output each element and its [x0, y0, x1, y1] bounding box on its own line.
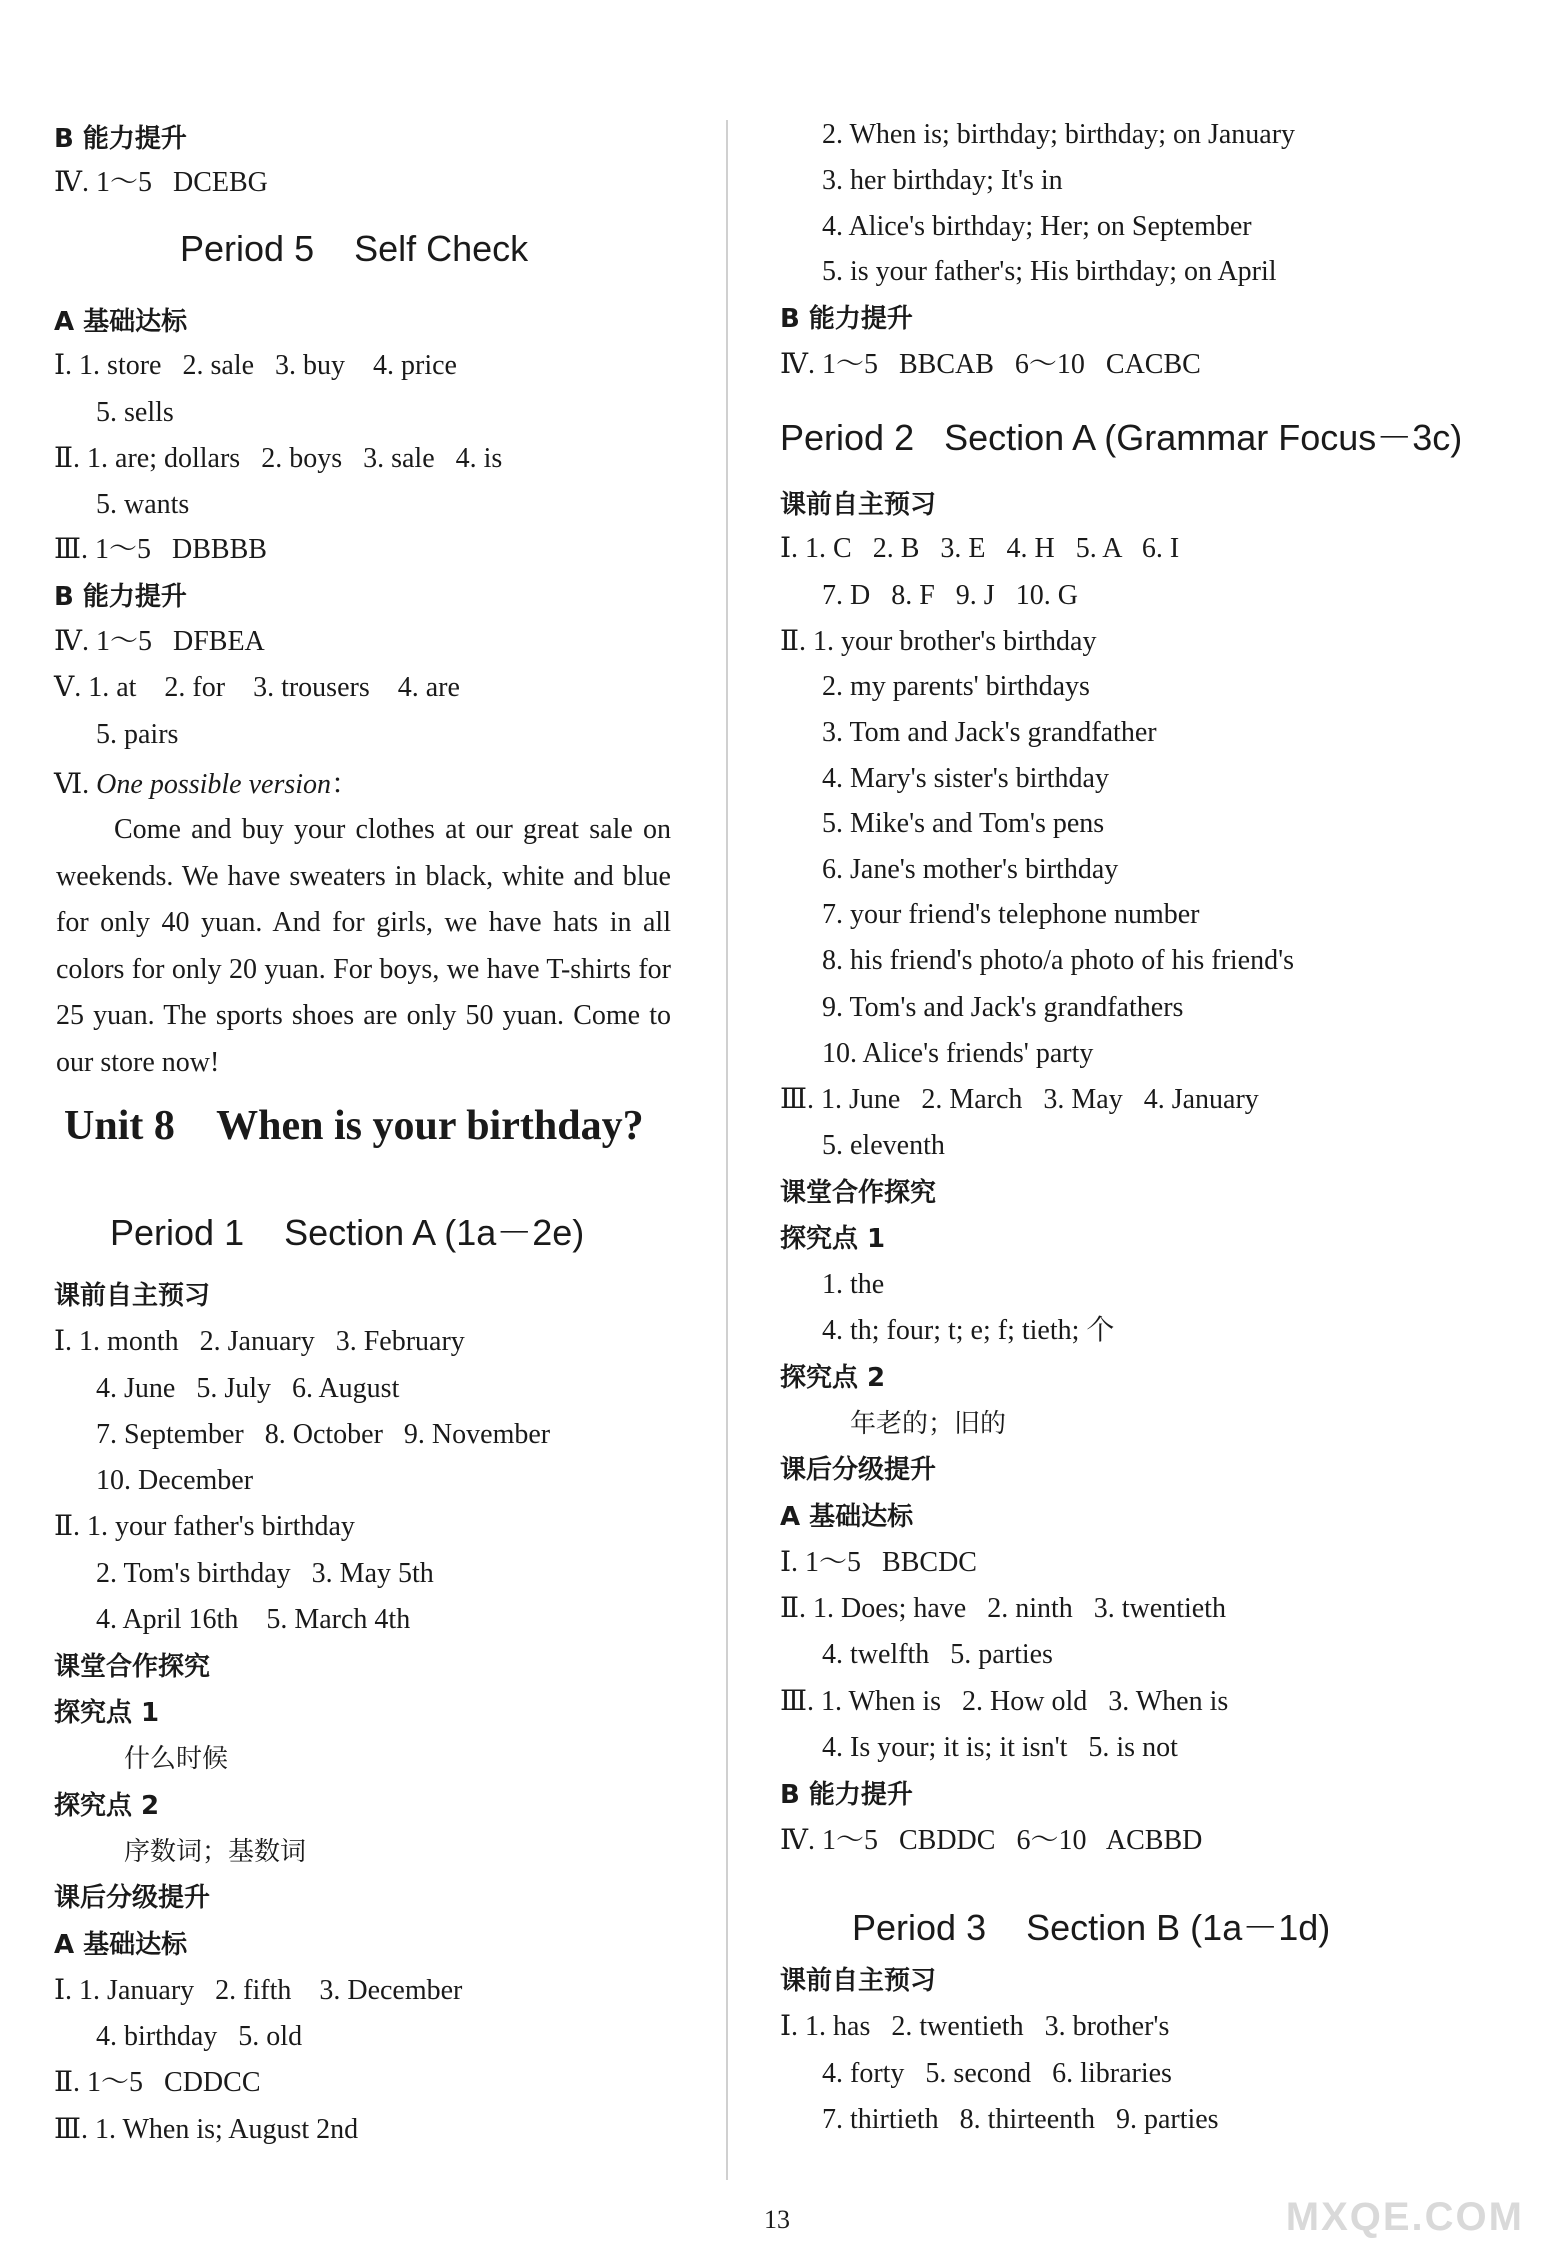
- right-text-line: 5. Mike's and Tom's pens: [780, 808, 1105, 839]
- right-text-line: 2. my parents' birthdays: [780, 671, 1090, 702]
- right-text-line: 5. eleventh: [780, 1130, 945, 1161]
- version-italic: One possible version: [96, 769, 332, 800]
- left-text-line: 探究点 1: [54, 1698, 160, 1728]
- left-text-line: Ⅱ. 1. are; dollars 2. boys 3. sale 4. is: [54, 443, 503, 474]
- left-text-line: 4. April 16th 5. March 4th: [54, 1604, 411, 1635]
- right-text-line: A 基础达标: [780, 1502, 914, 1532]
- right-text-line: 2. When is; birthday; birthday; on January: [780, 119, 1296, 150]
- right-text-line: Ⅲ. 1. June 2. March 3. May 4. January: [780, 1084, 1259, 1115]
- right-text-line: 10. Alice's friends' party: [780, 1038, 1094, 1069]
- left-text-line: Ⅴ. 1. at 2. for 3. trousers 4. are: [54, 672, 460, 703]
- left-text-line: 4. June 5. July 6. August: [54, 1373, 400, 1404]
- left-text-line: Ⅳ. 1～5 DFBEA: [54, 626, 265, 657]
- left-text-line: 什么时候: [124, 1744, 229, 1774]
- version-label: [54, 768, 359, 802]
- right-text-line: 4. th; four; t; e; f; tieth; 个: [780, 1315, 1115, 1346]
- right-text-line: Ⅳ. 1～5 CBDDC 6～10 ACBBD: [780, 1825, 1203, 1856]
- left-text-line: 4. birthday 5. old: [54, 2021, 303, 2052]
- left-text-line: Ⅲ. 1. When is; August 2nd: [54, 2114, 359, 2145]
- version-numeral: Ⅵ.: [54, 769, 97, 800]
- period5-heading: Period 5 Self Check: [180, 228, 529, 269]
- left-text-line: 10. December: [54, 1465, 254, 1496]
- right-text-line: 5. is your father's; His birthday; on April: [780, 256, 1277, 287]
- left-text-line: A 基础达标: [54, 307, 188, 337]
- right-text-line: 4. forty 5. second 6. libraries: [780, 2058, 1172, 2089]
- right-text-line: 探究点 1: [780, 1224, 886, 1254]
- column-divider: [726, 120, 728, 2180]
- right-text-line: Ⅰ. 1. C 2. B 3. E 4. H 5. A 6. I: [780, 533, 1180, 564]
- right-text-line: 4. Is your; it is; it isn't 5. is not: [780, 1732, 1178, 1763]
- period2-heading: Period 2 Section A (Grammar Focus－3c): [780, 417, 1463, 458]
- left-text-line: Ⅰ. 1. store 2. sale 3. buy 4. price: [54, 350, 457, 381]
- left-text-line: Ⅱ. 1～5 CDDCC: [54, 2067, 261, 2098]
- right-text-line: Ⅳ. 1～5 BBCAB 6～10 CACBC: [780, 349, 1201, 380]
- right-text-line: 6. Jane's mother's birthday: [780, 854, 1119, 885]
- right-text-line: 7. your friend's telephone number: [780, 899, 1200, 930]
- left-text-line: 5. wants: [54, 489, 190, 520]
- right-text-line: Ⅱ. 1. your brother's birthday: [780, 626, 1097, 657]
- right-text-line: 3. her birthday; It's in: [780, 165, 1063, 196]
- period3-heading: Period 3 Section B (1a－1d): [852, 1907, 1331, 1948]
- left-text-line: 5. sells: [54, 397, 174, 428]
- left-text-line: 7. September 8. October 9. November: [54, 1419, 551, 1450]
- right-text-line: 课前自主预习: [780, 490, 937, 520]
- right-text-line: 4. Alice's birthday; Her; on September: [780, 211, 1252, 242]
- page-number: 13: [764, 2205, 790, 2234]
- left-text-line: 课堂合作探究: [54, 1652, 211, 1682]
- right-text-line: 课后分级提升: [780, 1455, 937, 1485]
- left-text-line: 5. pairs: [54, 719, 179, 750]
- left-text-line: Ⅱ. 1. your father's birthday: [54, 1511, 355, 1542]
- right-text-line: 3. Tom and Jack's grandfather: [780, 717, 1157, 748]
- left-text-line: Ⅰ. 1. January 2. fifth 3. December: [54, 1975, 463, 2006]
- right-text-line: 探究点 2: [780, 1363, 886, 1393]
- period1-heading: Period 1 Section A (1a－2e): [110, 1212, 585, 1253]
- right-text-line: 7. D 8. F 9. J 10. G: [780, 580, 1078, 611]
- sample-paragraph: Come and buy your clothes at our great sale on weekends. We have sweaters in black, white and blue for only 40 yuan. And for girls, we have hats in all colors for only 20 yuan. For boys, we have T-shirts for 25 yuan. The sports shoes are only 50 yuan. Come to our store now!: [56, 814, 671, 1078]
- right-text-line: Ⅰ. 1. has 2. twentieth 3. brother's: [780, 2011, 1170, 2042]
- left-text-line: B 能力提升: [54, 124, 187, 154]
- right-text-line: 课前自主预习: [780, 1966, 937, 1996]
- right-text-line: Ⅲ. 1. When is 2. How old 3. When is: [780, 1686, 1229, 1717]
- left-text-line: 课前自主预习: [54, 1281, 211, 1311]
- left-text-line: 探究点 2: [54, 1791, 160, 1821]
- right-text-line: 7. thirtieth 8. thirteenth 9. parties: [780, 2104, 1219, 2135]
- unit8-title: Unit 8 When is your birthday?: [64, 1103, 644, 1149]
- left-text-line: 课后分级提升: [54, 1883, 211, 1913]
- watermark-logo: MXQE.COM: [1285, 2195, 1524, 2239]
- right-text-line: Ⅰ. 1～5 BBCDC: [780, 1547, 977, 1578]
- right-text-line: 8. his friend's photo/a photo of his friend's: [780, 945, 1295, 976]
- right-text-line: 课堂合作探究: [780, 1178, 937, 1208]
- right-text-line: 9. Tom's and Jack's grandfathers: [780, 992, 1184, 1023]
- right-text-line: B 能力提升: [780, 1780, 913, 1810]
- right-text-line: 1. the: [780, 1269, 885, 1300]
- left-text-line: Ⅰ. 1. month 2. January 3. February: [54, 1326, 465, 1357]
- version-colon: ：: [331, 769, 360, 800]
- left-text-line: A 基础达标: [54, 1930, 188, 1960]
- right-text-line: 年老的；旧的: [850, 1409, 1007, 1439]
- left-text-line: B 能力提升: [54, 582, 187, 612]
- right-text-line: B 能力提升: [780, 304, 913, 334]
- left-text-line: 序数词；基数词: [124, 1837, 307, 1867]
- right-text-line: 4. twelfth 5. parties: [780, 1639, 1053, 1670]
- right-text-line: Ⅱ. 1. Does; have 2. ninth 3. twentieth: [780, 1593, 1226, 1624]
- left-text-line: 2. Tom's birthday 3. May 5th: [54, 1558, 434, 1589]
- right-text-line: 4. Mary's sister's birthday: [780, 763, 1109, 794]
- left-text-line: Ⅳ. 1～5 DCEBG: [54, 167, 268, 198]
- left-text-line: Ⅲ. 1～5 DBBBB: [54, 534, 267, 565]
